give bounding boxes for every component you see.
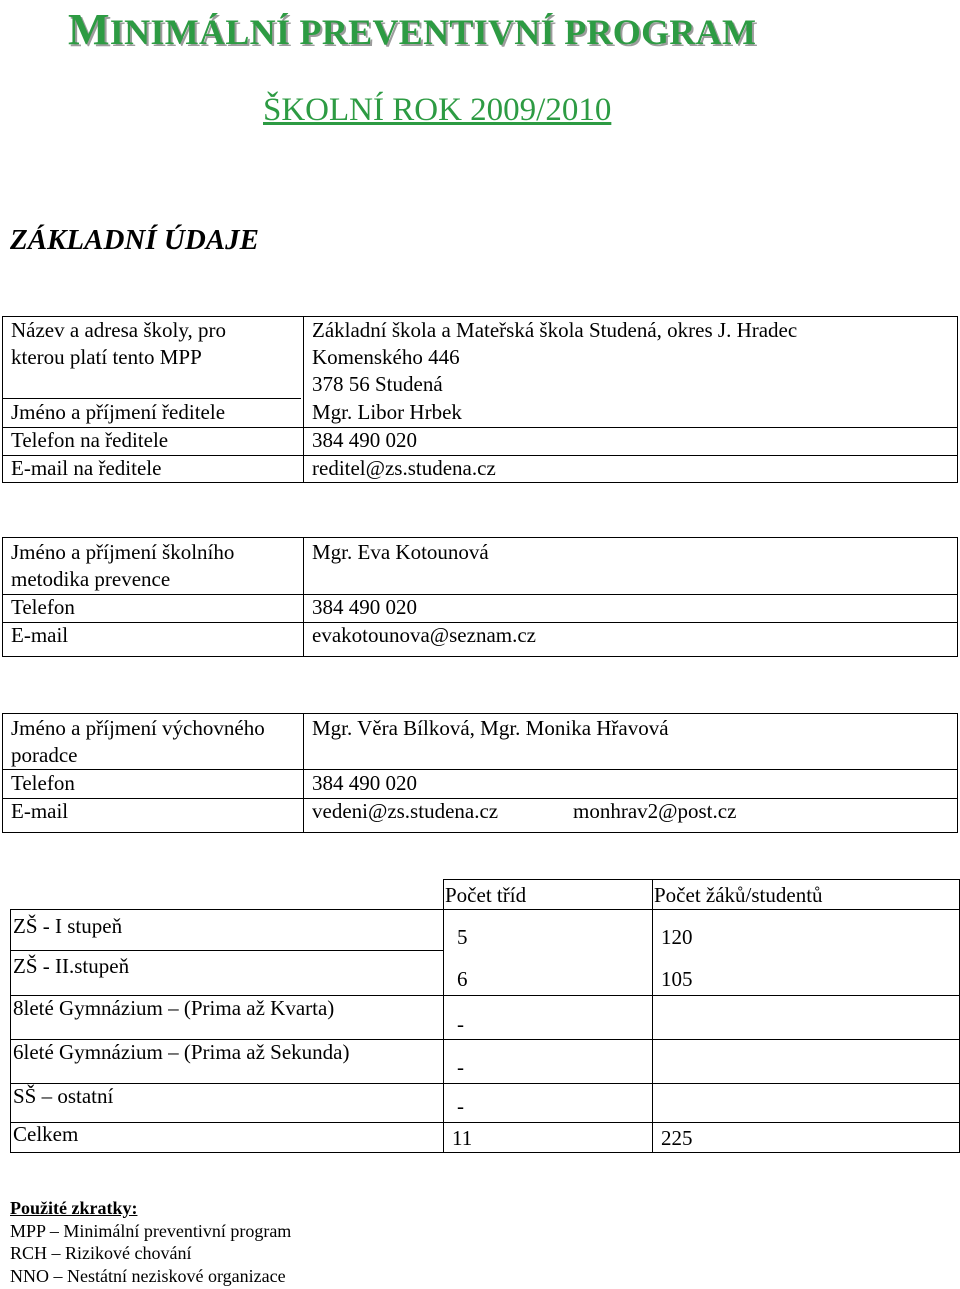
- methodist-email-label: E-mail: [11, 623, 69, 647]
- methodist-phone-value: 384 490 020: [312, 595, 417, 619]
- director-phone-label: Telefon na ředitele: [11, 428, 169, 452]
- table-row-classes: 5: [457, 925, 468, 949]
- school-name-value-2: Komenského 446: [312, 345, 460, 369]
- counselor-email-value-2: monhrav2@post.cz: [573, 799, 737, 823]
- school-name-label-1: Název a adresa školy, pro: [11, 318, 226, 342]
- methodist-phone-label: Telefon: [11, 595, 75, 619]
- col-header-students: Počet žáků/studentů: [654, 883, 823, 907]
- table-row-classes: -: [457, 1094, 464, 1118]
- counselor-name: Mgr. Věra Bílková, Mgr. Monika Hřavová: [312, 716, 669, 740]
- abbreviation-item: RCH – Rizikové chování: [10, 1243, 192, 1263]
- table-row-classes: -: [457, 1055, 464, 1079]
- school-name-value-1: Základní škola a Mateřská škola Studená, okres J. Hradec: [312, 318, 798, 342]
- title-rest: INIMÁLNÍ PREVENTIVNÍ PROGRAM: [109, 12, 757, 52]
- col-header-classes: Počet tříd: [445, 883, 527, 907]
- abbreviation-item: MPP – Minimální preventivní program: [10, 1221, 292, 1241]
- director-phone-value: 384 490 020: [312, 428, 417, 452]
- table-row-students: 105: [661, 967, 693, 991]
- methodist-label-1: Jméno a příjmení školního: [11, 540, 235, 564]
- counselor-label-1: Jméno a příjmení výchovného: [11, 716, 265, 740]
- table-row-classes: 11: [452, 1126, 473, 1150]
- school-name-label-2: kterou platí tento MPP: [11, 345, 202, 369]
- director-value: Mgr. Libor Hrbek: [312, 400, 462, 424]
- abbreviations-heading: Použité zkratky:: [10, 1198, 138, 1218]
- table-row-label: ZŠ - I stupeň: [13, 914, 123, 938]
- counselor-email-value-1: vedeni@zs.studena.cz: [312, 799, 499, 823]
- methodist-name: Mgr. Eva Kotounová: [312, 540, 489, 564]
- counselor-label-2: poradce: [11, 743, 78, 767]
- methodist-label-2: metodika prevence: [11, 567, 171, 591]
- school-year: ŠKOLNÍ ROK 2009/2010: [263, 92, 612, 128]
- director-label: Jméno a příjmení ředitele: [11, 400, 226, 424]
- counselor-email-label: E-mail: [11, 799, 69, 823]
- table-row-classes: 6: [457, 967, 468, 991]
- methodist-email-value: evakotounova@seznam.cz: [312, 623, 536, 647]
- table-row-label: SŠ – ostatní: [13, 1084, 114, 1108]
- director-email-label: E-mail na ředitele: [11, 456, 162, 480]
- counselor-phone-value: 384 490 020: [312, 771, 417, 795]
- director-email-value: reditel@zs.studena.cz: [312, 456, 496, 480]
- table-row-students: 120: [661, 925, 693, 949]
- table-row-classes: -: [457, 1012, 464, 1036]
- counselor-phone-label: Telefon: [11, 771, 75, 795]
- abbreviation-item: NNO – Nestátní neziskové organizace: [10, 1266, 286, 1286]
- school-name-value-3: 378 56 Studená: [312, 372, 443, 396]
- table-row-label: ZŠ - II.stupeň: [13, 954, 130, 978]
- section-heading: ZÁKLADNÍ ÚDAJE: [10, 224, 259, 256]
- table-row-label: 8leté Gymnázium – (Prima až Kvarta): [13, 996, 335, 1020]
- table-row-label: Celkem: [13, 1122, 79, 1146]
- title-initial: M: [68, 5, 110, 54]
- table-row-students: 225: [661, 1126, 693, 1150]
- table-row-label: 6leté Gymnázium – (Prima až Sekunda): [13, 1040, 350, 1064]
